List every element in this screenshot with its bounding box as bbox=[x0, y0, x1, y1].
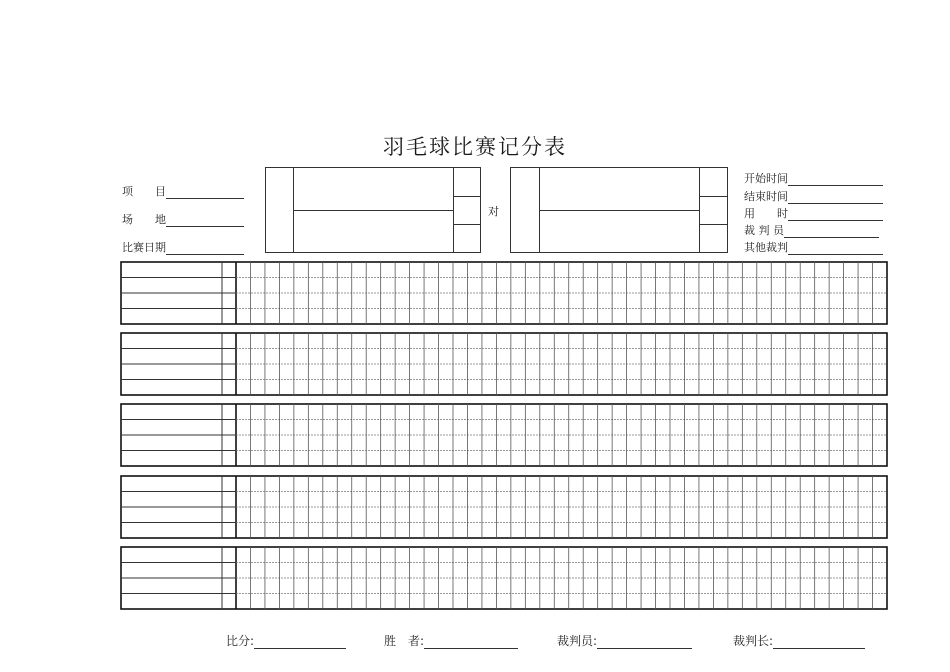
end-time-label: 结束时间 bbox=[744, 190, 788, 203]
referee-label: 裁 判 员 bbox=[744, 224, 784, 237]
other-referee-label: 其他裁判 bbox=[744, 241, 788, 254]
score-field[interactable] bbox=[226, 632, 346, 649]
winner-field[interactable] bbox=[384, 632, 518, 649]
project-label: 项 目 bbox=[122, 185, 166, 198]
referee-sign-input-line[interactable] bbox=[597, 635, 692, 649]
start-time-label: 开始时间 bbox=[744, 172, 788, 185]
winner-input-line[interactable] bbox=[424, 635, 518, 649]
referee-sign-label: 裁判员: bbox=[557, 634, 598, 648]
chief-referee-field[interactable] bbox=[733, 632, 865, 649]
chief-referee-input-line[interactable] bbox=[773, 635, 865, 649]
winner-label: 胜 者: bbox=[384, 634, 425, 648]
vs-label: 对 bbox=[488, 205, 499, 218]
date-label: 比赛日期 bbox=[122, 241, 166, 254]
duration-label: 用 时 bbox=[744, 207, 788, 220]
page-title: 羽毛球比赛记分表 bbox=[383, 135, 567, 159]
score-input-line[interactable] bbox=[254, 635, 346, 649]
chief-referee-label: 裁判长: bbox=[733, 634, 774, 648]
venue-label: 场 地 bbox=[122, 213, 166, 226]
score-label: 比分: bbox=[226, 634, 255, 648]
referee-sign-field[interactable] bbox=[557, 632, 692, 649]
